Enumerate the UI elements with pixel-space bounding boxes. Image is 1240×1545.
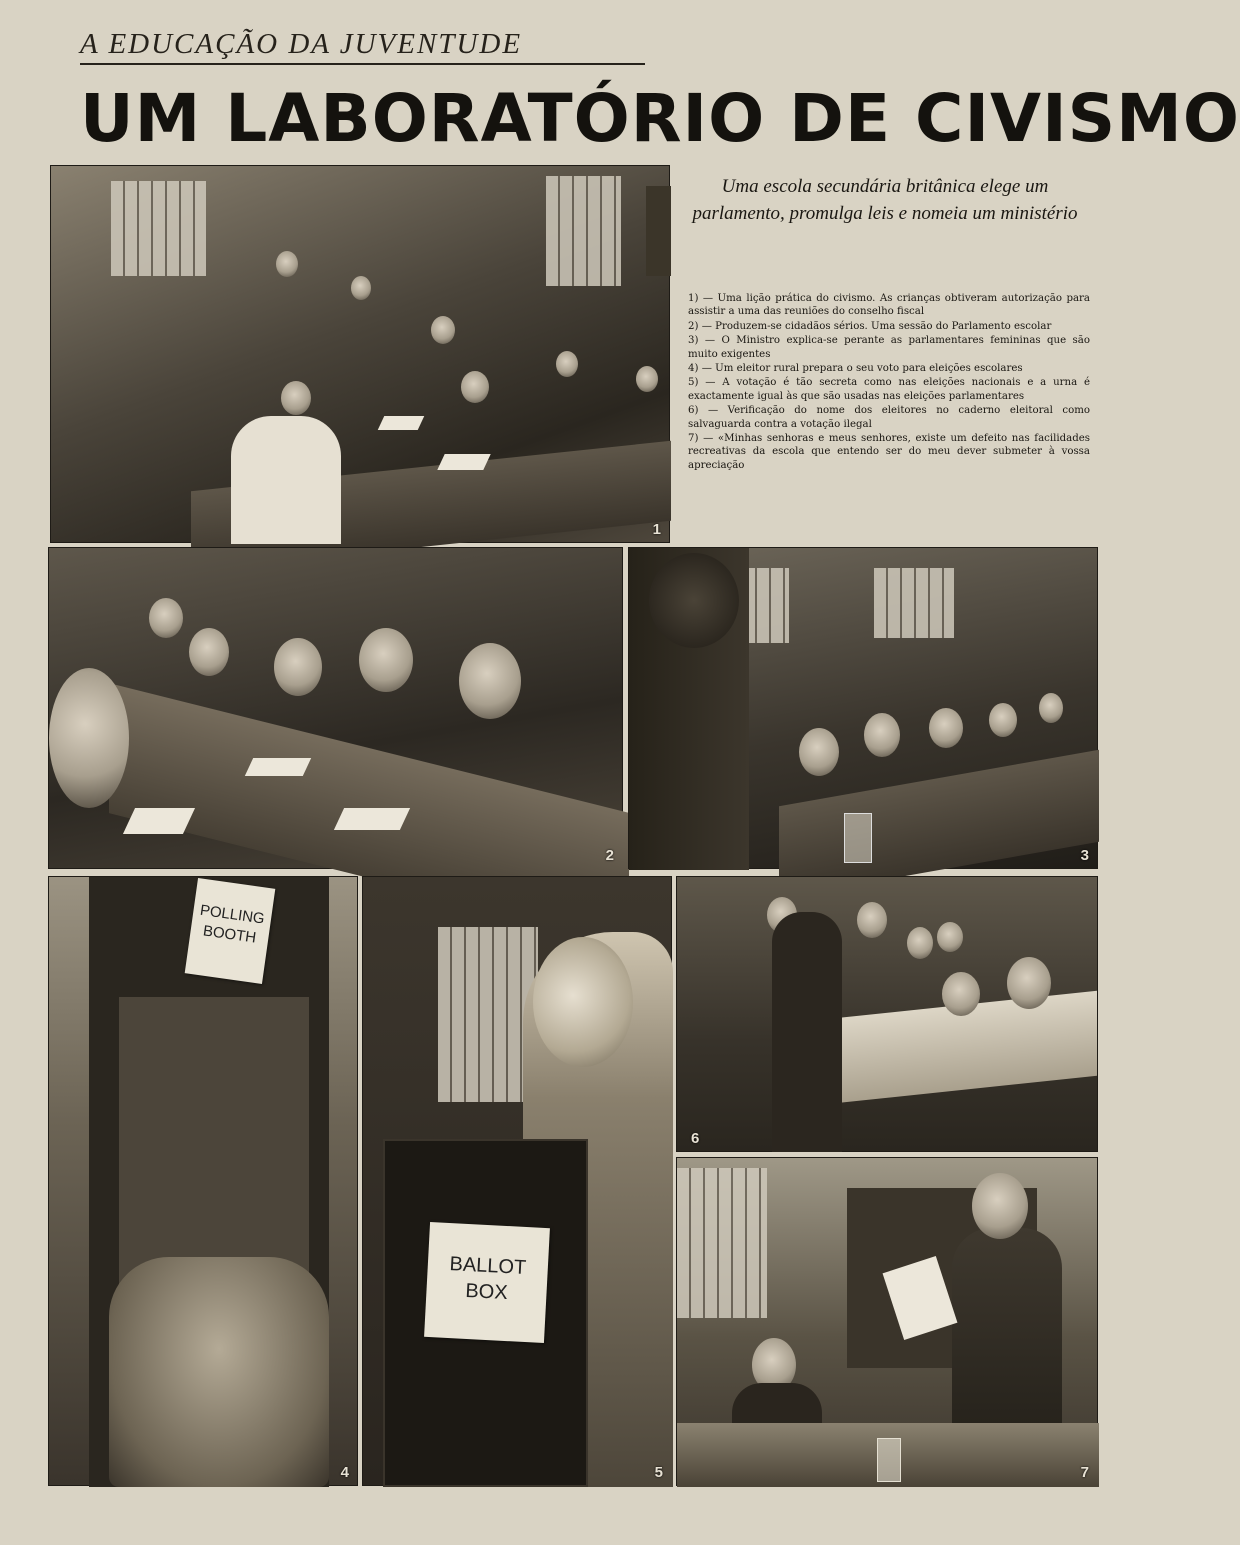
ballot-box-sign: [424, 1222, 550, 1343]
photo-1-scene: [51, 166, 669, 542]
caption-7: 7) — «Minhas senhoras e meus senhores, existe um defeito nas facilidades recreativas da escola que entendo ser do meu dever submeter à vossa apreciação: [688, 433, 1090, 471]
photo-7-scene: [677, 1158, 1097, 1485]
caption-6: 6) — Verificação do nome dos eleitores no caderno eleitoral como salvaguarda contra a votação ilegal: [688, 405, 1090, 430]
caption-3: 3) — O Ministro explica-se perante as parlamentares femininas que são muito exigentes: [688, 335, 1090, 360]
caption-5: 5) — A votação é tão secreta como nas eleições nacionais e a urna é exactamente igual às que são usadas nas eleições parlamentares: [688, 377, 1090, 402]
photo-6-number: 6: [691, 1130, 700, 1147]
photo-4-scene: [49, 877, 357, 1485]
polling-sign-line-1: POLLING: [198, 901, 266, 928]
photo-3-minister-girls: [628, 547, 1098, 869]
photo-2-boys-parliament: [48, 547, 623, 869]
caption-4: 4) — Um eleitor rural prepara o seu voto para eleições escolares: [688, 363, 1023, 375]
section-kicker: A EDUCAÇÃO DA JUVENTUDE: [80, 28, 645, 65]
photo-1-council-meeting: [50, 165, 670, 543]
photo-3-number: 3: [1080, 847, 1089, 864]
photo-7-student-speech: [676, 1157, 1098, 1486]
photo-2-scene: [49, 548, 622, 868]
photo-5-ballot-box: [362, 876, 672, 1486]
photo-6-electoral-register: [676, 876, 1098, 1152]
photo-5-scene: [363, 877, 671, 1485]
photo-7-number: 7: [1080, 1464, 1089, 1481]
ballot-sign-line-1: BALLOT: [448, 1253, 527, 1280]
page-headline: UM LABORATÓRIO DE CIVISMO: [80, 80, 1240, 157]
photo-5-number: 5: [654, 1464, 663, 1481]
ballot-sign-line-2: BOX: [464, 1279, 509, 1305]
photo-4-polling-booth: [48, 876, 358, 1486]
photo-6-scene: [677, 877, 1097, 1151]
article-subheading: Uma escola secundária britânica elege um parlamento, promulga leis e nomeia um ministério: [692, 176, 1078, 224]
photo-3-scene: [629, 548, 1097, 868]
photo-4-number: 4: [340, 1464, 349, 1481]
caption-1: 1) — Uma lição prática do civismo. As crianças obtiveram autorização para assistir a uma das reuniões do conselho fiscal: [688, 293, 1090, 318]
photo-captions: [688, 292, 1090, 473]
polling-booth-sign: [185, 878, 276, 984]
photo-1-number: 1: [652, 521, 661, 538]
photo-2-number: 2: [605, 847, 614, 864]
caption-2: 2) — Produzem-se cidadãos sérios. Uma sessão do Parlamento escolar: [688, 320, 1052, 332]
polling-sign-line-2: BOOTH: [201, 922, 258, 947]
